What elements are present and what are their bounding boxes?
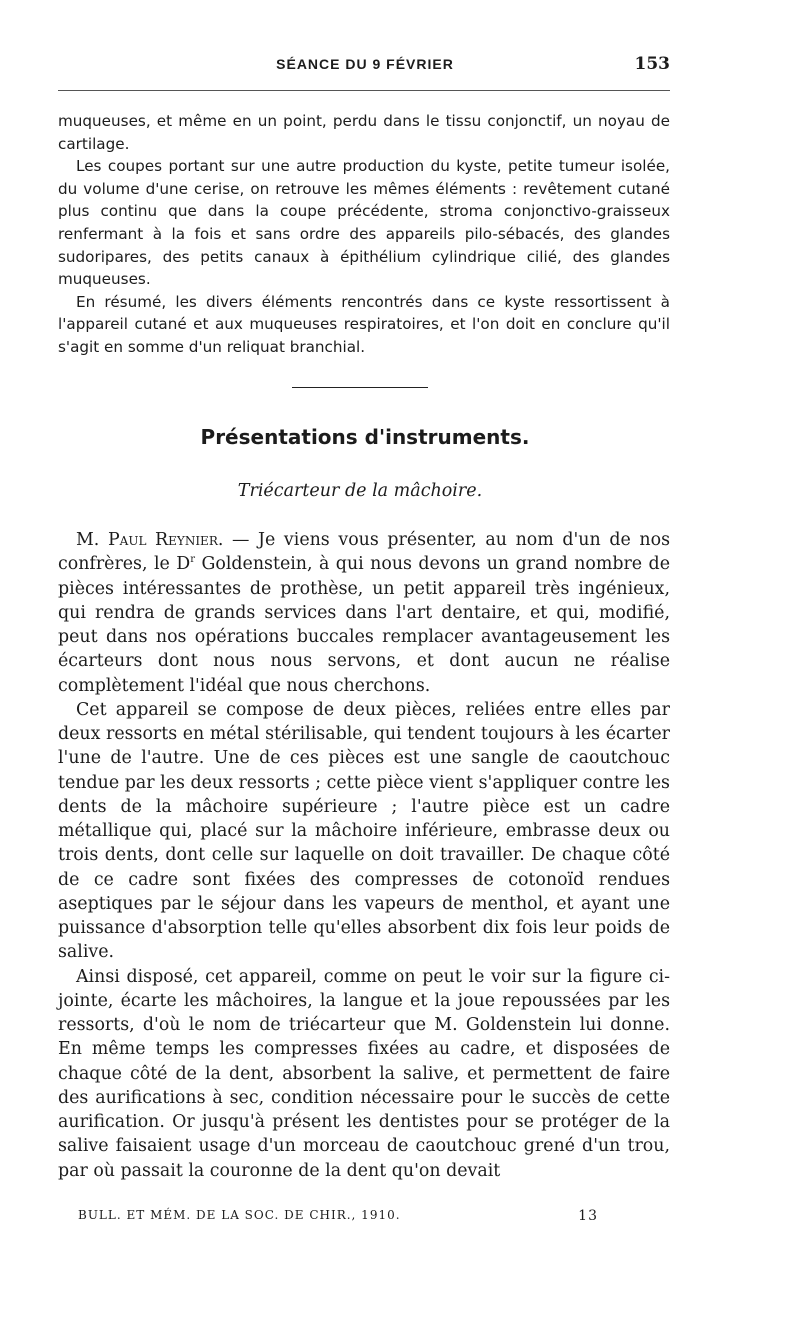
running-head: [60, 56, 670, 80]
signature-mark: 13: [578, 1208, 598, 1224]
paragraph-usage: Ainsi disposé, cet appareil, comme on peut le voir sur la figure ci-jointe, écarte les mâchoires, la langue et la joue repoussées par les ressorts, d'où le nom de triécarteur que M. Goldenstein lui donne. En même temps les compresses fixées au cadre, et disposées de chaque côté de la dent, absorbent la salive, et permettent de faire des aurifications à sec, condition nécessaire pour le succès de cette aurification. Or jusqu'à présent les dentistes pour se protéger de la salive faisaient usage d'un morceau de caoutchouc grené d'un trou, par où passait la couronne de la dent qu'on devait: [58, 966, 670, 1181]
title-abbreviation-sup: r: [190, 554, 196, 566]
section-separator-rule: [292, 387, 428, 388]
paragraph-description: Cet appareil se compose de deux pièces, reliées entre elles par deux ressorts en métal stérilisable, qui tendent toujours à les écarter l'une de l'autre. Une de ces pièces est une sangle de caoutchouc tendue par les deux ressorts ; cette pièce vient s'appliquer contre les dents de la mâchoire supérieure ; l'autre pièce est un cadre métallique qui, placé sur la mâchoire inférieure, embrasse deux ou trois dents, dont celle sur laquelle on doit travailler. De chaque côté de ce cadre sont fixées des compresses de cotonoïd rendues aseptiques par le séjour dans les vapeurs de menthol, et ayant une puissance d'absorption telle qu'elles absorbent dix fois leur poids de salive.: [58, 699, 670, 963]
paragraph: Les coupes portant sur une autre production du kyste, petite tumeur isolée, du volume d'une cerise, on retrouve les mêmes éléments : revêtement cutané plus continu que dans la coupe précédente, stroma conjonctivo-graisseux renfermant à la fois et sans ordre des appareils pilo-sébacés, des glandes sudoripares, des petits canaux à épithélium cylindrique cilié, des glandes muqueuses.: [58, 157, 670, 289]
section-title: Présentations d'instruments.: [200, 425, 530, 449]
running-head-title: SÉANCE DU 9 FÉVRIER: [276, 56, 454, 72]
footer-citation: BULL. ET MÉM. DE LA SOC. DE CHIR., 1910.: [78, 1208, 401, 1222]
page-footer: [78, 1208, 598, 1228]
paragraph-summary: En résumé, les divers éléments rencontrés dans ce kyste ressortissent à l'appareil cutané et aux muqueuses respiratoires, et l'on doit en conclure qu'il s'agit en somme d'un reliquat branchial.: [58, 292, 670, 356]
paragraph-continued: muqueuses, et même en un point, perdu dans le tissu conjonctif, un noyau de cartilage.: [58, 112, 670, 153]
text-block-presentation: [58, 528, 670, 1183]
paragraph-text: — Je viens vous présenter, au nom d'un de nos confrères, le D: [58, 530, 670, 575]
subsection-title: Triécarteur de la mâchoire.: [237, 481, 483, 501]
speaker-name: M. Paul Reynier.: [76, 530, 224, 550]
text-block-previous-article: [58, 110, 670, 359]
paragraph-intro: [58, 528, 670, 698]
header-rule: [58, 90, 670, 91]
page-number: 153: [634, 54, 670, 74]
paragraph-text: Goldenstein, à qui nous devons un grand nombre de pièces intéressantes de prothèse, un petit appareil très ingénieux, qui rendra de grands services dans l'art dentaire, et qui, modifié, peut dans nos opérations buccales remplacer avantageusement les écarteurs dont nous nous servons, et dont aucun ne réalise complètement l'idéal que nous cherchons.: [58, 554, 670, 696]
